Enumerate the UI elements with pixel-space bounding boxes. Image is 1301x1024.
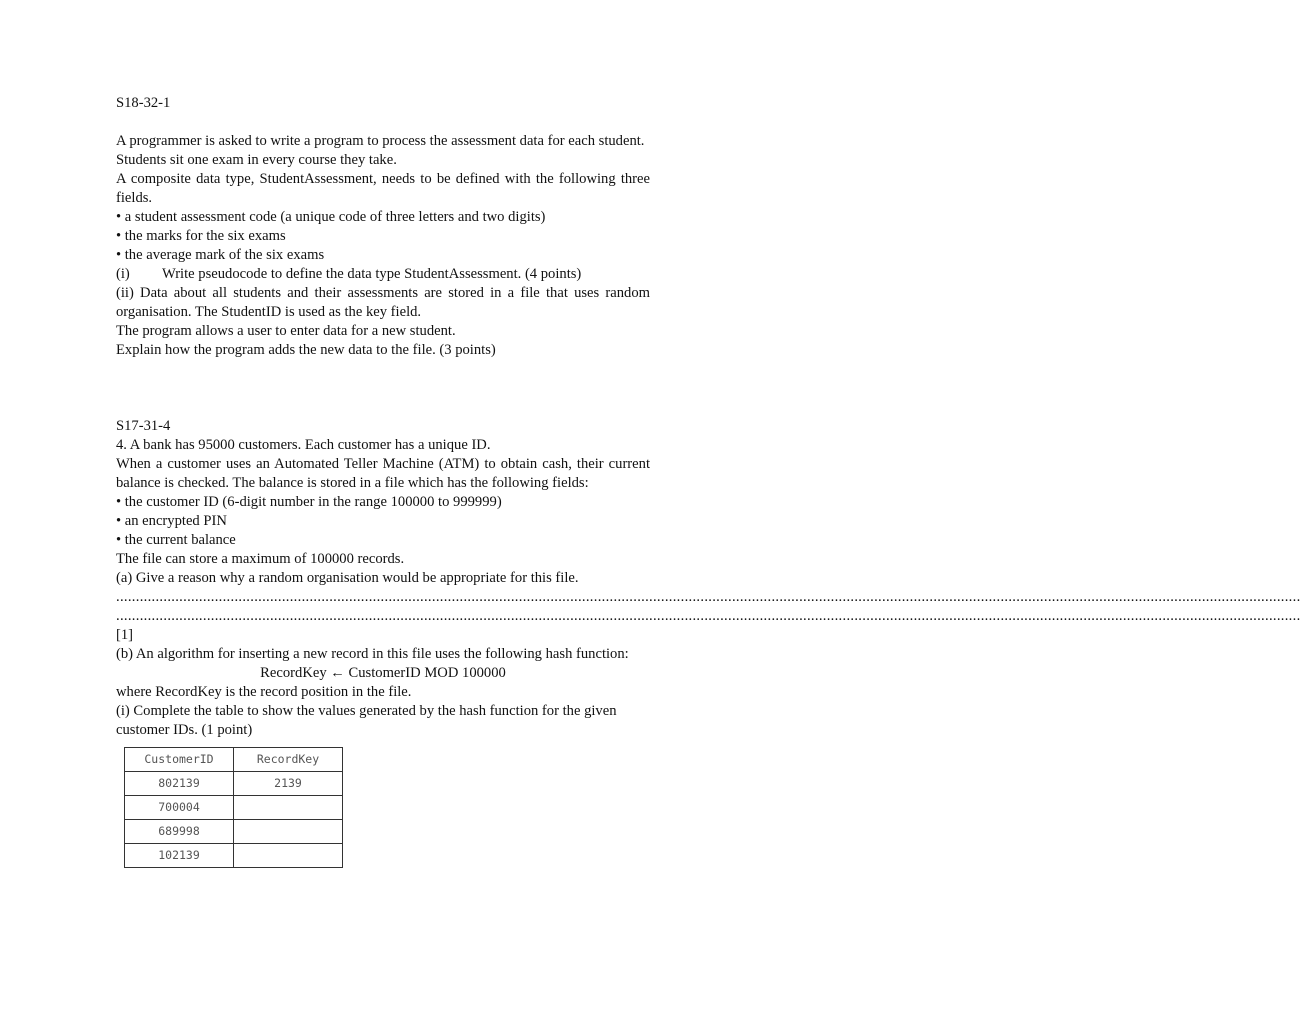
- q1-bullet: • a student assessment code (a unique code of three letters and two digits): [116, 209, 546, 225]
- question-1-id: S18-32-1: [116, 95, 171, 111]
- table-row: [125, 796, 343, 820]
- table-row: [125, 772, 343, 796]
- q2-bullet: • the customer ID (6-digit number in the range 100000 to 999999): [116, 494, 502, 510]
- q1-paragraph: The program allows a user to enter data for a new student.: [116, 323, 456, 339]
- table-cell: [234, 796, 343, 820]
- q1-paragraph: A programmer is asked to write a program to process the assessment data for each student.: [116, 133, 645, 149]
- table-cell: 689998: [125, 820, 234, 844]
- q2-paragraph: When a customer uses an Automated Teller Machine (ATM) to obtain cash, their current balance is checked. The balance is stored in a file which has the following fields:: [116, 456, 650, 491]
- q2-part-b-i: (i) Complete the table to show the values generated by the hash function for the given customer IDs. (1 point): [116, 703, 617, 738]
- mark-allocation: [1]: [116, 627, 134, 643]
- table-cell: 2139: [234, 772, 343, 796]
- q2-part-a: (a) Give a reason why a random organisation would be appropriate for this file.: [116, 570, 579, 586]
- table-header: CustomerID: [125, 748, 234, 772]
- spacer: [116, 113, 650, 132]
- table-row: [125, 820, 343, 844]
- q2-paragraph: 4. A bank has 95000 customers. Each customer has a unique ID.: [116, 437, 491, 453]
- q1-bullet: • the marks for the six exams: [116, 228, 286, 244]
- q2-bullet: • an encrypted PIN: [116, 513, 227, 529]
- table-cell: 700004: [125, 796, 234, 820]
- q1-part-i-number: (i): [116, 266, 130, 282]
- q2-bullet: • the current balance: [116, 532, 236, 548]
- q1-paragraph: Students sit one exam in every course they take.: [116, 152, 397, 168]
- q1-part-i: [116, 265, 650, 284]
- table-cell: 802139: [125, 772, 234, 796]
- q1-part-i-text: Write pseudocode to define the data type StudentAssessment. (4 points): [162, 266, 582, 282]
- table-row: [125, 844, 343, 868]
- q1-paragraph: Explain how the program adds the new data to the file. (3 points): [116, 342, 496, 358]
- q2-part-b: (b) An algorithm for inserting a new record in this file uses the following hash function:: [116, 646, 629, 662]
- q2-paragraph: The file can store a maximum of 100000 records.: [116, 551, 405, 567]
- table-cell: [234, 820, 343, 844]
- table-header: RecordKey: [234, 748, 343, 772]
- hash-table: [124, 747, 343, 868]
- q2-paragraph: where RecordKey is the record position in the file.: [116, 684, 412, 700]
- table-cell: [234, 844, 343, 868]
- hash-formula: RecordKey ← CustomerID MOD 100000: [260, 665, 506, 681]
- table-cell: 102139: [125, 844, 234, 868]
- question-2-id: S17-31-4: [116, 418, 171, 434]
- answer-line: ............................................................................................................................................................................................................................................................................................................: [116, 608, 1301, 624]
- table-header-row: [125, 748, 343, 772]
- document-content: [116, 94, 1301, 868]
- q1-paragraph: A composite data type, StudentAssessment, needs to be defined with the following three fields.: [116, 171, 650, 206]
- q1-part-ii: (ii) Data about all students and their assessments are stored in a file that uses random organisation. The StudentID is used as the key field.: [116, 285, 650, 320]
- answer-line: ............................................................................................................................................................................................................................................................................................................: [116, 589, 1301, 605]
- q1-bullet: • the average mark of the six exams: [116, 247, 325, 263]
- spacer: [116, 360, 650, 417]
